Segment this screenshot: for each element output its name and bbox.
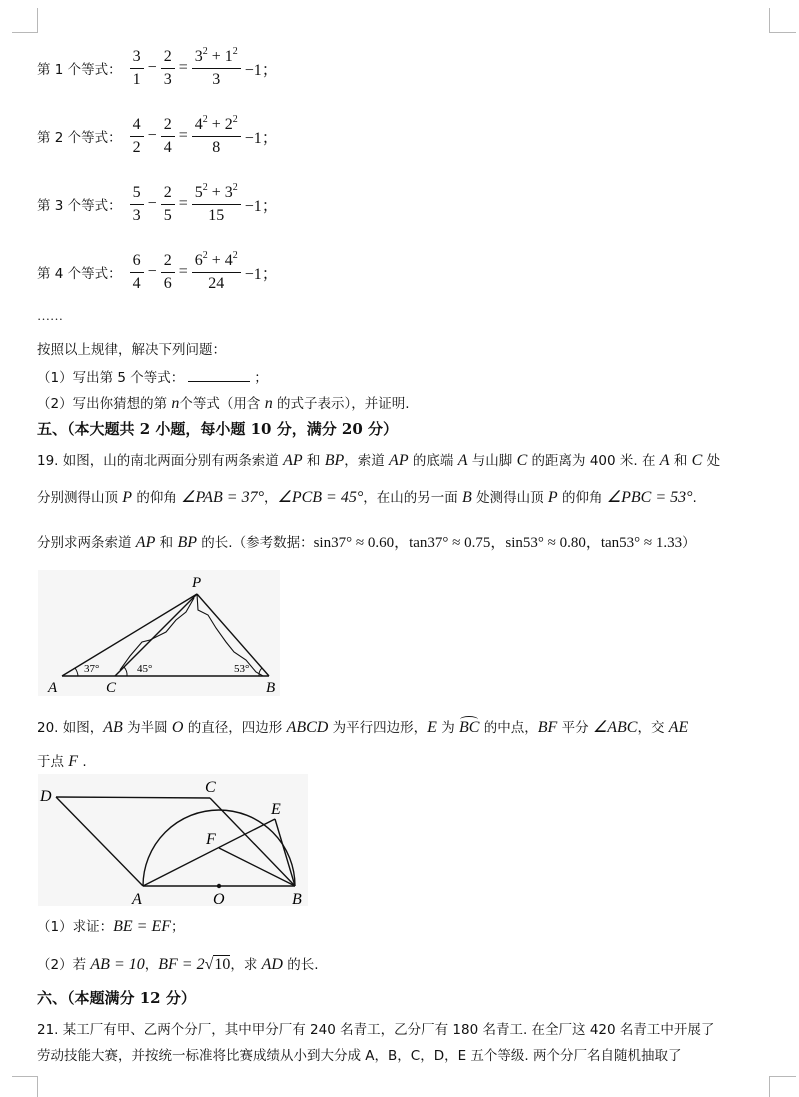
label-C: C (106, 680, 117, 696)
q20-line2 (37, 750, 87, 771)
text-span: 15 (208, 206, 225, 224)
text-span: 和 (302, 453, 325, 469)
text-span: C (516, 452, 528, 469)
text-span: （2）写出你猜想的第 (37, 396, 172, 412)
line-AP (62, 594, 197, 676)
fraction-rhs: $\frac{3^2 + 1^2}{3}$ (192, 48, 241, 89)
text-span: 为 (436, 720, 460, 736)
fraction-rhs: $\frac{6^2 + 4^2}{24}$ (192, 252, 241, 293)
q20-part1 (37, 915, 184, 936)
q18-part1 (37, 366, 268, 386)
text-span: AP (283, 452, 303, 469)
fraction-b (161, 116, 175, 157)
text-span: AP (389, 452, 409, 469)
ellipsis: …… (37, 308, 63, 323)
point-O (217, 884, 221, 888)
label-angle-37: 37° (84, 663, 100, 675)
text-span: 5 (163, 206, 172, 224)
text-span: 的中点， (479, 720, 538, 736)
text-span: 的直径，四边形 (183, 720, 287, 736)
text-span: 分别求两条索道 (37, 535, 136, 551)
text-span: 3 (163, 70, 172, 88)
text-span: F (68, 753, 79, 770)
text-span: 5 (130, 184, 144, 205)
text-span: 的仰角 (557, 490, 607, 506)
text-span: ， (263, 490, 278, 506)
text-span: ，索道 (344, 453, 390, 469)
label-F: F (206, 831, 216, 848)
equation-tail: −1； (244, 129, 278, 147)
text-span: ∠PAB = 37° (181, 489, 264, 506)
text-span: AP (135, 534, 156, 551)
minus-sign: − (147, 195, 157, 212)
text-span: 6 (163, 274, 172, 292)
line-AE (143, 819, 275, 886)
fraction-b (161, 48, 175, 89)
text-span: 为半圆 (122, 720, 172, 736)
text-span: 和 (155, 535, 178, 551)
text-span: n (264, 395, 273, 412)
text-span: 处测得山顶 (471, 490, 548, 506)
text-span: 于点 (37, 754, 69, 770)
text-span: BF (537, 719, 558, 736)
corner-mark-top-right (769, 8, 796, 33)
text-span: 4 (130, 116, 144, 137)
corner-mark-top-left (12, 8, 38, 33)
text-span: AB = 10 (90, 956, 145, 973)
fraction-rhs: $\frac{5^2 + 3^2}{15}$ (192, 184, 241, 225)
label-A: A (48, 680, 58, 696)
text-span: 3 (224, 183, 233, 201)
text-span: B (462, 489, 472, 506)
text-span: 2 (161, 252, 175, 273)
text-span: 2 (161, 184, 175, 205)
text-span: . (692, 490, 697, 506)
fraction-b (161, 252, 175, 293)
equals-sign: = (178, 59, 188, 76)
text-span: 3 (194, 47, 203, 65)
fraction-a (130, 184, 144, 225)
line-DC (56, 797, 210, 798)
text-span: 2 (132, 138, 141, 156)
text-span: AB (103, 719, 123, 736)
equals-sign: = (178, 263, 188, 280)
text-span: 2 (161, 48, 175, 69)
fraction-a (130, 252, 144, 293)
line-FB (219, 848, 295, 886)
text-span: 4 (224, 251, 233, 269)
text-span: P (122, 489, 133, 506)
text-span: 2 (161, 116, 175, 137)
q19-line1 (37, 449, 720, 470)
text-span: 2 (224, 115, 233, 133)
q20-parallelogram-figure (38, 774, 308, 906)
text-span: 6 (194, 251, 203, 269)
text-span: 10 (214, 956, 231, 973)
q19-line2 (37, 486, 697, 507)
minus-sign: − (147, 263, 157, 280)
equals-sign: = (178, 127, 188, 144)
text-span: . (78, 754, 87, 770)
corner-mark-bottom-left (12, 1076, 38, 1097)
text-span: 的距离为 400 米. 在 (527, 453, 660, 469)
text-span: O (171, 719, 184, 736)
text-span: BP (177, 534, 197, 551)
text-span: sin37° ≈ 0.60，tan37° ≈ 0.75，sin53° ≈ 0.80，tan53° ≈ 1.33 (313, 535, 683, 551)
text-span: C (691, 452, 703, 469)
text-span: A (659, 452, 670, 469)
text-span: 的长. (282, 957, 319, 973)
sqrt-sign: √ (204, 956, 214, 973)
text-span: A (457, 452, 468, 469)
fraction-a (130, 48, 144, 89)
equation-tail: −1； (244, 197, 278, 215)
text-span: 2 (202, 113, 208, 125)
text-span: 4 (132, 274, 141, 292)
label-D: D (40, 788, 52, 805)
text-span: ，交 (637, 720, 669, 736)
text-span: 的长.（参考数据： (196, 535, 314, 551)
text-span: （1）求证： (37, 919, 114, 935)
text-span: 3 (212, 70, 221, 88)
text-span: （1）写出第 5 个等式： (37, 370, 185, 386)
q19-line3 (37, 531, 696, 552)
text-span: BP (324, 452, 345, 469)
equation-row (37, 112, 280, 160)
text-span: ∠PCB = 45° (277, 489, 364, 506)
label-P: P (192, 575, 202, 591)
text-span: ABCD (286, 719, 329, 736)
label-B: B (266, 680, 276, 696)
text-span: 分别测得山顶 (37, 490, 123, 506)
text-span: ， (144, 957, 159, 973)
equals-sign: = (178, 195, 188, 212)
text-span: ； (170, 919, 185, 935)
text-span: ∠ABC (592, 719, 638, 736)
text-span: 2 (232, 45, 238, 57)
fraction-rhs: $\frac{4^2 + 2^2}{8}$ (192, 116, 241, 157)
q21-line2: 劳动技能大赛，并按统一标准将比赛成绩从小到大分成 A，B，C，D，E 五个等级. 两个分厂名自随机抽取了 (37, 1048, 682, 1064)
text-span: 2 (202, 181, 208, 193)
section-6-heading: 六、（本题满分 12 分） (37, 989, 196, 1007)
fraction-b (161, 184, 175, 225)
section-5-heading: 五、（本大题共 2 小题，每小题 10 分，满分 20 分） (37, 420, 399, 438)
text-span: 2 (202, 249, 208, 261)
arc-BC: BC (459, 719, 480, 736)
text-span: 2 (232, 249, 238, 261)
equation-tail: −1； (244, 265, 278, 283)
text-span: 4 (194, 115, 203, 133)
label-angle-45: 45° (137, 663, 153, 675)
q19-mountain-figure (38, 570, 280, 696)
corner-mark-bottom-right (769, 1076, 796, 1097)
text-span: 与山脚 (467, 453, 517, 469)
equation-label: 第 3 个等式： (37, 198, 122, 214)
equation-label: 第 2 个等式： (37, 130, 122, 146)
text-span: 8 (212, 138, 221, 156)
text-span: （2）若 (37, 957, 91, 973)
line-CP (115, 594, 197, 676)
label-angle-53: 53° (234, 663, 250, 675)
text-span: 4 (163, 138, 172, 156)
text-span: ； (254, 370, 268, 386)
fraction-a (130, 116, 144, 157)
text-span: 1 (224, 47, 233, 65)
q20-line1 (37, 716, 688, 737)
q21-line1: 21. 某工厂有甲、乙两个分厂，其中甲分厂有 240 名青工，乙分厂有 180 名青工. 在全厂这 420 名青工中开展了 (37, 1022, 715, 1038)
minus-sign: − (147, 127, 157, 144)
answer-blank (188, 371, 250, 382)
text-span: 24 (208, 274, 225, 292)
label-A: A (132, 891, 142, 906)
text-span: ，求 (230, 957, 262, 973)
text-span: 20. 如图， (37, 720, 104, 736)
text-span: AD (261, 956, 283, 973)
text-span: ，在山的另一面 (363, 490, 463, 506)
text-span: 3 (130, 48, 144, 69)
text-span: 2 (232, 181, 238, 193)
text-span: 平分 (557, 720, 593, 736)
label-B: B (292, 891, 302, 906)
equation-label: 第 1 个等式： (37, 62, 122, 78)
text-span: ） (682, 535, 696, 551)
text-span: 2 (232, 113, 238, 125)
text-span: 2 (202, 45, 208, 57)
text-span: E (427, 719, 437, 736)
text-span: BE = EF (113, 918, 171, 935)
text-span: 处 (702, 453, 721, 469)
minus-sign: − (147, 59, 157, 76)
text-span: 3 (132, 206, 141, 224)
text-span: 的仰角 (132, 490, 182, 506)
text-span: P (547, 489, 558, 506)
text-span: 19. 如图，山的南北两面分别有两条索道 (37, 453, 284, 469)
text-span: BF = 2 (158, 956, 205, 973)
angle-arc-C (124, 667, 127, 676)
text-span: n (171, 395, 180, 412)
label-C: C (205, 779, 216, 796)
line-BP (197, 594, 269, 676)
text-span: 1 (132, 70, 141, 88)
equation-row (37, 248, 280, 296)
text-span: 5 (194, 183, 203, 201)
text-span: 6 (130, 252, 144, 273)
label-O: O (213, 891, 225, 906)
text-span: 个等式（用含 (179, 396, 265, 412)
equation-label: 第 4 个等式： (37, 266, 122, 282)
equation-tail: −1； (244, 61, 278, 79)
text-span: AE (668, 719, 689, 736)
q18-intro: 按照以上规律，解决下列问题： (37, 342, 226, 358)
q18-part2 (37, 392, 410, 413)
equation-row (37, 180, 280, 228)
equation-row (37, 44, 280, 92)
label-E: E (271, 801, 281, 818)
text-span: 的式子表示），并证明. (272, 396, 410, 412)
text-span: ∠PBC = 53° (606, 489, 693, 506)
angle-arc-A (75, 668, 78, 676)
line-DA (56, 797, 143, 886)
text-span: 和 (669, 453, 692, 469)
q20-part2 (37, 953, 319, 974)
text-span: 的底端 (408, 453, 458, 469)
text-span: 为平行四边形， (328, 720, 428, 736)
